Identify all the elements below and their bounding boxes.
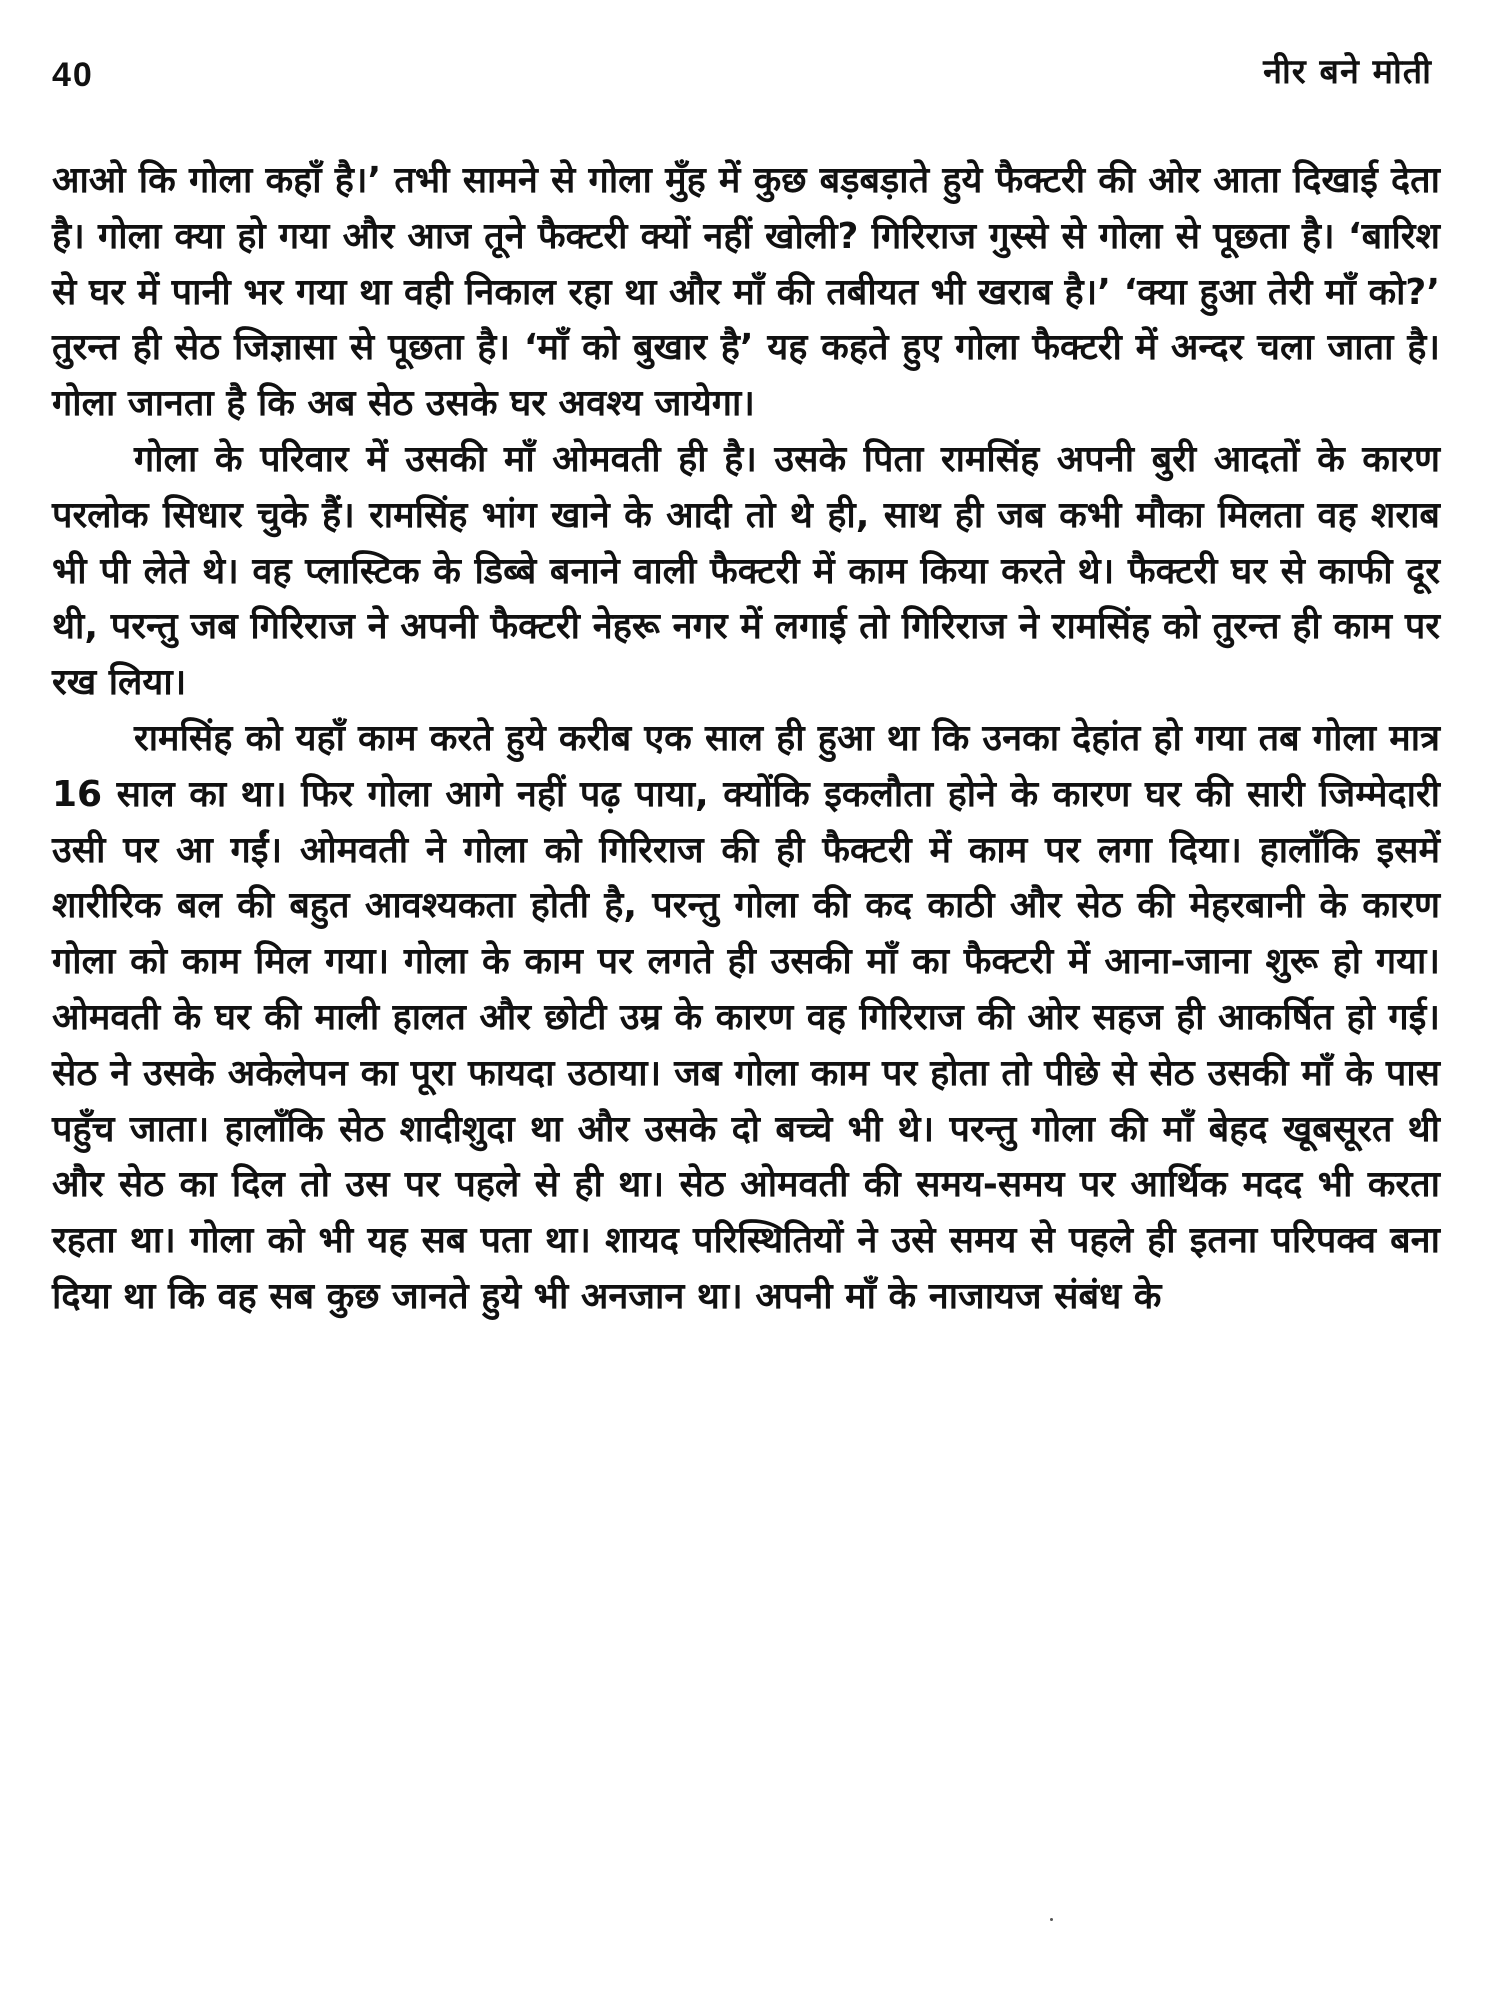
running-header-title: नीर बने मोती: [1263, 52, 1432, 92]
page-number: 40: [52, 56, 94, 94]
paragraph-continued: आओ कि गोला कहाँ है।’ तभी सामने से गोला मुँह में कुछ बड़बड़ाते हुये फैक्टरी की ओर आता दिखाई देता है। गोला क्या हो गया और आज तूने फैक्टरी क्यों नहीं खोली? गिरिराज गुस्से से गोला से पूछता है। ‘बारिश से घर में पानी भर गया था वही निकाल रहा था और माँ की तबीयत भी खराब है।’ ‘क्या हुआ तेरी माँ को?’ तुरन्त ही सेठ जिज्ञासा से पूछता है। ‘माँ को बुखार है’ यह कहते हुए गोला फैक्टरी में अन्दर चला जाता है। गोला जानता है कि अब सेठ उसके घर अवश्य जायेगा।: [52, 160, 1440, 425]
paragraph-ramsingh-death: रामसिंह को यहाँ काम करते हुये करीब एक साल ही हुआ था कि उनका देहांत हो गया तब गोला मात्र 16 साल का था। फिर गोला आगे नहीं पढ़ पाया, क्योंकि इकलौता होने के कारण घर की सारी जिम्मेदारी उसी पर आ गईं। ओमवती ने गोला को गिरिराज की ही फैक्टरी में काम पर लगा दिया। हालाँकि इसमें शारीरिक बल की बहुत आवश्यकता होती है, परन्तु गोला की कद काठी और सेठ की मेहरबानी के कारण गोला को काम मिल गया। गोला के काम पर लगते ही उसकी माँ का फैक्टरी में आना-जाना शुरू हो गया। ओमवती के घर की माली हालत और छोटी उम्र के कारण वह गिरिराज की ओर सहज ही आकर्षित हो गई। सेठ ने उसके अकेलेपन का पूरा फायदा उठाया। जब गोला काम पर होता तो पीछे से सेठ उसकी माँ के पास पहुँच जाता। हालाँकि सेठ शादीशुदा था और उसके दो बच्चे भी थे। परन्तु गोला की माँ बेहद खूबसूरत थी और सेठ का दिल तो उस पर पहले से ही था। सेठ ओमवती की समय-समय पर आर्थिक मदद भी करता रहता था। गोला को भी यह सब पता था। शायद परिस्थितियों ने उसे समय से पहले ही इतना परिपक्व बना दिया था कि वह सब कुछ जानते हुये भी अनजान था। अपनी माँ के नाजायज संबंध के: [52, 717, 1440, 1317]
paragraph-gola-family: गोला के परिवार में उसकी माँ ओमवती ही है। उसके पिता रामसिंह अपनी बुरी आदतों के कारण परलोक सिधार चुके हैं। रामसिंह भांग खाने के आदी तो थे ही, साथ ही जब कभी मौका मिलता वह शराब भी पी लेते थे। वह प्लास्टिक के डिब्बे बनाने वाली फैक्टरी में काम किया करते थे। फैक्टरी घर से काफी दूर थी, परन्तु जब गिरिराज ने अपनी फैक्टरी नेहरू नगर में लगाई तो गिरिराज ने रामसिंह को तुरन्त ही काम पर रख लिया।: [52, 438, 1440, 704]
page-body: [52, 153, 1440, 1325]
print-speck: [1050, 1918, 1053, 1921]
